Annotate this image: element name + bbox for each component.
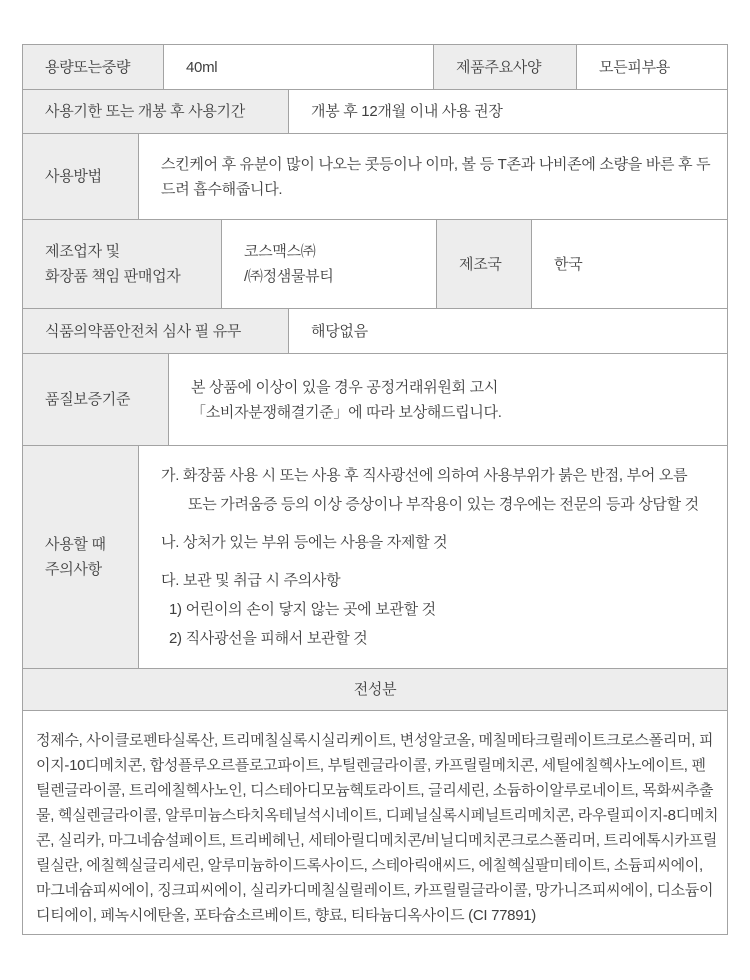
volume-label-text: 용량또는중량 — [45, 58, 131, 76]
spec-value — [576, 45, 727, 89]
expiry-label-text: 사용기한 또는 개봉 후 사용기간 — [45, 103, 245, 120]
mfds-value — [288, 309, 727, 353]
manufacturer-value — [221, 220, 436, 308]
warranty-value-line1: 본 상품에 이상이 있을 경우 공정거래위원회 고시 — [191, 378, 499, 396]
row-manufacturer-country — [23, 220, 727, 309]
warranty-value — [168, 354, 727, 445]
ingredients-text: 정제수, 사이클로펜타실록산, 트리메칠실록시실리케이트, 변성알코올, 메칠메타크릴레이트크로스폴리머, 피이지-10디메치콘, 합성플루오르플로고파이트, 부틸렌글라이콜, 카프릴릴메치콘, 세틸에칠헥사노에이트, 펜틸렌글라이콜, 트리에칠헥사노인, 디스테아디모늄헥토라이트, 글리세린, 소듐하이알루로네이트, 목화씨추출물, 헥실렌글라이콜, 알루미늄스타치옥테닐석시네이트, 디페닐실록시페닐트리메치콘, 라우릴피이지-8디메치콘, 실리카, 마그네슘설페이트, 트리베헤닌, 세테아릴디메치콘/비닐디메치콘크로스폴리머, 트리에톡시카프릴릴실란, 에칠헥실글리세린, 알루미늄하이드록사이드, 스테아릭애씨드, 에칠헥실팔미테이트, 소듐피씨에이, 마그네슘피씨에이, 징크피씨에이, 실리카디메칠실릴레이트, 카프릴릴글라이콜, 망가니즈피씨에이, 디소듐이디티에이, 페녹시에탄올, 포타슘소르베이트, 향료, 티타늄디옥사이드 (CI 77891) — [36, 732, 719, 924]
caution-value — [138, 446, 727, 668]
row-mfds-review — [23, 309, 727, 354]
expiry-value — [288, 90, 727, 133]
spec-value-text: 모든피부용 — [599, 58, 670, 76]
caution-label-line2: 주의사항 — [45, 561, 102, 578]
caution-item-c-sub2: 2) 직사광선을 피해서 보관할 것 — [169, 630, 368, 647]
row-ingredients-header — [23, 669, 727, 711]
caution-item-c — [161, 566, 715, 653]
country-value — [531, 220, 727, 308]
row-warranty — [23, 354, 727, 446]
ingredients-value — [23, 711, 727, 934]
caution-item-b: 나. 상처가 있는 부위 등에는 사용을 자제할 것 — [161, 534, 448, 551]
row-volume-spec — [23, 45, 727, 90]
row-usage — [23, 134, 727, 220]
row-cautions — [23, 446, 727, 669]
spec-label-text: 제품주요사양 — [456, 58, 542, 76]
warranty-value-line2: 「소비자분쟁해결기준」에 따라 보상해드립니다. — [191, 403, 502, 421]
country-value-text: 한국 — [554, 255, 583, 273]
spec-label — [433, 45, 576, 89]
mfds-label-text: 식품의약품안전처 심사 필 유무 — [45, 322, 242, 340]
manufacturer-value-line1: 코스맥스㈜ — [244, 243, 316, 260]
mfds-value-text: 해당없음 — [311, 322, 368, 340]
volume-value-text: 40ml — [186, 58, 218, 76]
volume-value — [163, 45, 433, 89]
volume-label — [23, 45, 163, 89]
warranty-label-text: 품질보증기준 — [45, 391, 131, 408]
usage-value-text: 스킨케어 후 유분이 많이 나오는 콧등이나 이마, 볼 등 T존과 나비존에 소량을 바른 후 두드려 흡수해줍니다. — [161, 155, 711, 198]
manufacturer-value-line2: /㈜정샘물뷰티 — [244, 268, 334, 285]
caution-item-c-sub1: 1) 어린이의 손이 닿지 않는 곳에 보관할 것 — [169, 601, 436, 618]
expiry-value-text: 개봉 후 12개월 이내 사용 권장 — [311, 103, 503, 120]
manufacturer-label-line2: 화장품 책임 판매업자 — [45, 268, 181, 285]
row-ingredients — [23, 711, 727, 934]
mfds-label — [23, 309, 288, 353]
caution-item-a — [161, 461, 715, 519]
caution-label — [23, 446, 138, 668]
usage-value — [138, 134, 727, 219]
usage-label — [23, 134, 138, 219]
caution-label-line1: 사용할 때 — [45, 536, 106, 553]
row-expiry — [23, 90, 727, 134]
ingredients-header-text: 전성분 — [353, 681, 397, 698]
warranty-label — [23, 354, 168, 445]
expiry-label — [23, 90, 288, 133]
caution-item-a-line2: 또는 가려움증 등의 이상 증상이나 부작용이 있는 경우에는 전문의 등과 상담할 것 — [188, 496, 699, 513]
caution-item-a-line1: 가. 화장품 사용 시 또는 사용 후 직사광선에 의하여 사용부위가 붉은 반점, 부어 오름 — [161, 467, 688, 484]
country-label — [436, 220, 531, 308]
product-info-table — [22, 44, 728, 935]
caution-item-c-title: 다. 보관 및 취급 시 주의사항 — [161, 572, 341, 589]
country-label-text: 제조국 — [459, 255, 502, 273]
manufacturer-label-line1: 제조업자 및 — [45, 243, 120, 260]
ingredients-header — [23, 669, 727, 710]
usage-label-text: 사용방법 — [45, 168, 102, 185]
manufacturer-label — [23, 220, 221, 308]
